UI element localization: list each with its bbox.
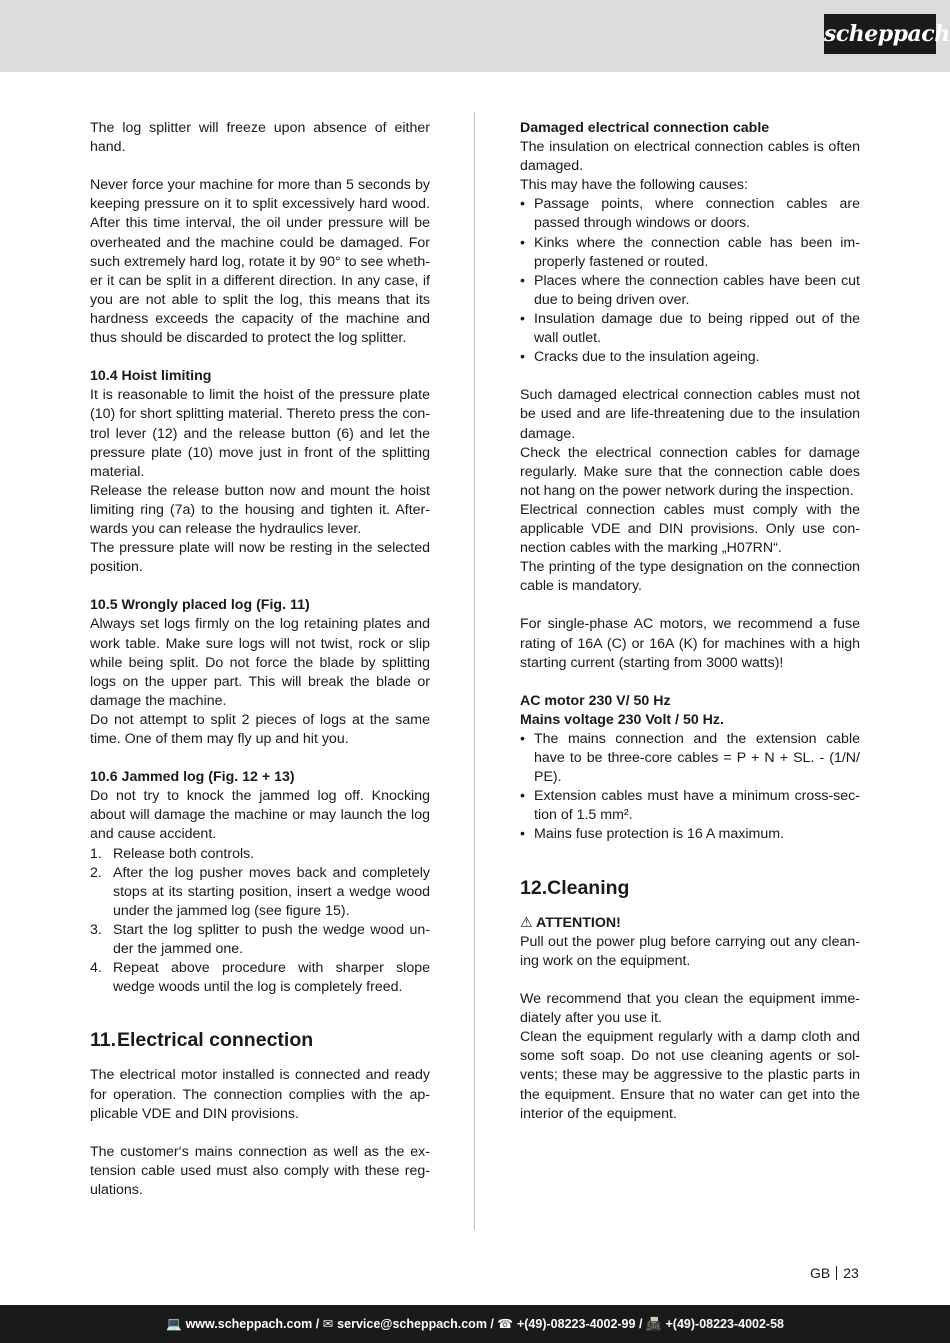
paragraph: Clean the equipment regularly with a damp cloth and some soft soap. Do not use cleaning agents or solvents; these may be aggressive to the plastic parts in the equipment. Ensure that no water can get into the interior of the equipment. — [520, 1029, 860, 1122]
list-item: 3. Start the log splitter to push the wedge wood under the jammed one. — [90, 921, 430, 958]
subheading-wrongly-placed-log: 10.5 Wrongly placed log (Fig. 11) — [90, 597, 310, 614]
paragraph: The insulation on electrical connection cables is often damaged. — [520, 139, 860, 175]
list-item: 2. After the log pusher moves back and completely stops at its starting position, insert a wedge wood under the jammed log (see figure 15). — [90, 864, 430, 919]
computer-icon: 💻 — [166, 1317, 182, 1331]
email-icon: ✉ — [322, 1317, 334, 1331]
list-item: • Extension cables must have a minimum cross-section of 1.5 mm². — [520, 788, 860, 824]
page-number — [810, 1264, 859, 1282]
paragraph: This may have the following causes: — [520, 177, 748, 194]
subheading-ac-motor: AC motor 230 V/ 50 Hz — [520, 692, 671, 709]
cause-list — [520, 195, 860, 367]
subheading-hoist-limiting: 10.4 Hoist limiting — [90, 368, 212, 385]
list-item: • Cracks due to the insulation ageing. — [520, 349, 760, 366]
subheading-damaged-cable: Damaged electrical connection cable — [520, 120, 770, 136]
list-item: • Kinks where the connection cable has been improperly fastened or routed. — [520, 234, 860, 270]
section-heading-cleaning: 12.Cleaning — [520, 876, 630, 899]
phone-number: +(49)-08223-4002-99 — [516, 1317, 636, 1331]
subheading-mains-voltage: Mains voltage 230 Volt / 50 Hz. — [520, 711, 724, 728]
page-number-value: 23 — [843, 1265, 859, 1281]
paragraph: The printing of the type designation on the connection cable is mandatory. — [520, 559, 860, 595]
paragraph: It is reasonable to limit the hoist of the pressure plate (10) for short splitting material. Thereto press the control lever (12) and the release button (6) and let the pressure plate (10) move just in front of the splitting material. — [90, 387, 430, 480]
separator: / — [638, 1317, 643, 1331]
subheading-jammed-log: 10.6 Jammed log (Fig. 12 + 13) — [90, 769, 295, 786]
page-footer — [0, 1305, 950, 1343]
separator — [836, 1266, 837, 1280]
paragraph: Such damaged electrical connection cables must not be used and are life-threatening due to the insulation damage. — [520, 387, 860, 442]
language-code: GB — [810, 1265, 831, 1281]
paragraph: The electrical motor installed is connected and ready for operation. The connection complies with the applicable VDE and DIN provisions. — [90, 1067, 430, 1122]
paragraph: The customer‘s mains connection as well as the extension cable used must also comply with these regulations. — [90, 1143, 430, 1198]
paragraph: Pull out the power plug before carrying out any cleaning work on the equipment. — [520, 933, 860, 969]
website-link[interactable]: www.scheppach.com — [185, 1317, 313, 1331]
paragraph: Check the electrical connection cables for damage regularly. Make sure that the connection cable does not hang on the power network during the inspection. — [520, 444, 860, 499]
paragraph: Release the release button now and mount the hoist limiting ring (7a) to the housing and tighten it. Afterwards you can release the hydraulics lever. — [90, 482, 430, 537]
fax-number: +(49)-08223-4002-58 — [665, 1317, 784, 1331]
section-heading-electrical-connection: 11.Electrical connection — [90, 1029, 314, 1052]
list-item: 4. Repeat above procedure with sharper slope wedge woods until the log is completely freed. — [90, 960, 430, 996]
paragraph: Never force your machine for more than 5 seconds by keeping pressure on it to split excessively hard wood. After this time interval, the oil under pressure will be overheated and the machine could be damaged. For such extremely hard log, rotate it by 90° to see whether it can be split in a different direction. In any case, if you are not able to split the log, this means that its hardness exceeds the capacity of the machine and thus should be discarded to protect the log splitter. — [90, 177, 430, 347]
list-item: • Passage points, where connection cables are passed through windows or doors. — [520, 196, 860, 232]
list-item: • Insulation damage due to being ripped out of the wall outlet. — [520, 310, 860, 347]
phone-icon: ☎ — [497, 1317, 513, 1331]
fax-icon: 📠 — [645, 1317, 662, 1331]
email-link[interactable]: service@scheppach.com — [337, 1317, 487, 1331]
paragraph: We recommend that you clean the equipment immediately after you use it. — [520, 991, 860, 1027]
page-header — [0, 0, 950, 72]
list-item: 1. Release both controls. — [90, 845, 255, 862]
attention-label: ⚠ ATTENTION! — [520, 914, 860, 933]
paragraph: For single-phase AC motors, we recommend a fuse rating of 16A (C) or 16A (K) for machines with a high starting current (starting from 3000 watts)! — [520, 616, 860, 671]
paragraph: Do not try to knock the jammed log off. Knocking about will damage the machine or may launch the log and cause accident. — [90, 788, 430, 843]
list-item: • The mains connection and the extension cable have to be three-core cables = P + N + SL. - (1/N/ PE). — [520, 731, 860, 786]
paragraph: Electrical connection cables must comply with the applicable VDE and DIN provisions. Only use connection cables with the marking „H07RN“. — [520, 501, 860, 557]
scheppach-logo: scheppach — [824, 14, 936, 54]
paragraph: Do not attempt to split 2 pieces of logs at the same time. One of them may fly up and hit you. — [90, 711, 430, 747]
list-item: • Mains fuse protection is 16 A maximum. — [520, 826, 784, 843]
separator: / — [490, 1317, 494, 1331]
list-item: • Places where the connection cables have been cut due to being driven over. — [520, 272, 860, 308]
warning-triangle-icon: ⚠ — [520, 914, 533, 931]
right-column — [520, 119, 860, 1124]
ac-requirements-list — [520, 730, 860, 845]
column-divider — [474, 112, 475, 1230]
paragraph: The pressure plate will now be resting in the selected position. — [90, 540, 430, 576]
left-column — [90, 119, 430, 1200]
paragraph: Always set logs firmly on the log retaining plates and work table. Make sure logs will not twist, rock or slip while being split. Do not force the blade by splitting logs on the upper part. This will break the blade or damage the machine. — [90, 616, 430, 709]
paragraph: The log splitter will freeze upon absence of either hand. — [90, 120, 430, 156]
separator: / — [315, 1317, 320, 1331]
jammed-log-steps — [90, 845, 430, 998]
